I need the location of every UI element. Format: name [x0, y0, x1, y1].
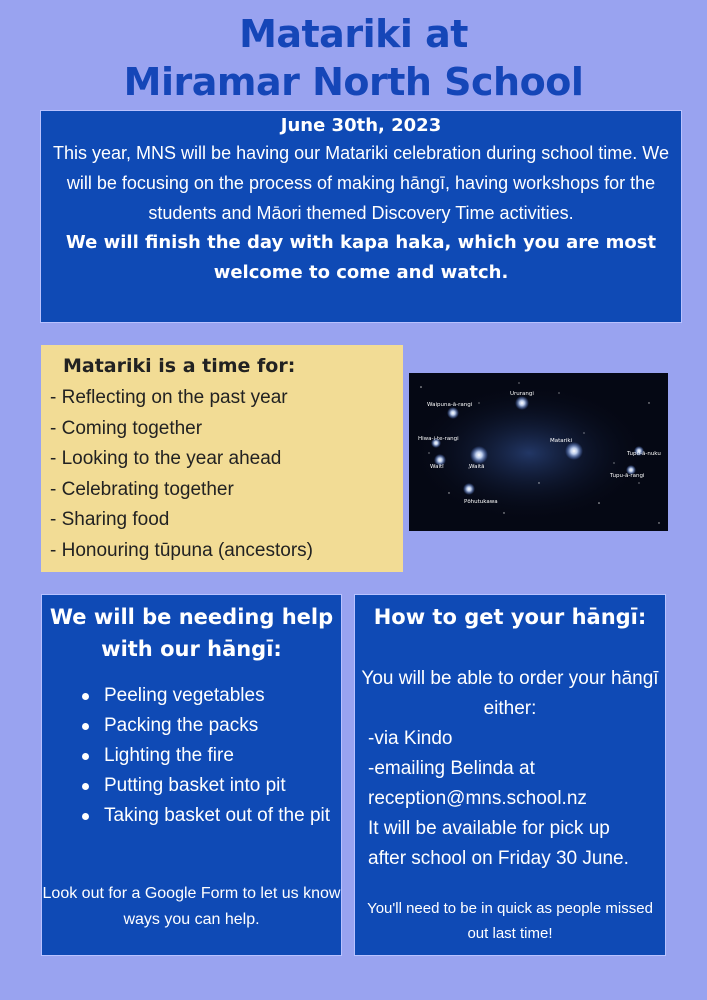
- get-hangi-panel: [354, 594, 666, 956]
- intro-panel: [40, 110, 682, 323]
- list-item: - Sharing food: [50, 509, 170, 530]
- star-label-waita: Waitā: [469, 464, 485, 470]
- list-item: - Coming together: [50, 417, 203, 439]
- order-line: -emailing Belinda at: [368, 758, 535, 779]
- page-title: [0, 10, 707, 106]
- help-footer: Look out for a Google Form to let us know ways you can help.: [42, 885, 341, 928]
- star-label-hiwa-i-te-rangi: Hiwa-i-te-rangi: [418, 436, 459, 442]
- list-item: Lighting the fire: [82, 741, 337, 771]
- intro-finish-text: We will finish the day with kapa haka, which you are most welcome to come and watch.: [65, 232, 657, 283]
- list-item: - Celebrating together: [50, 478, 234, 500]
- email-address: reception@mns.school.nz: [368, 788, 587, 809]
- time-for-list: [50, 383, 313, 566]
- matariki-star-cluster-image: [409, 373, 668, 531]
- help-heading: We will be needing help with our hāngī:: [49, 605, 334, 661]
- list-item: Putting basket into pit: [82, 771, 337, 801]
- list-item: Taking basket out of the pit: [82, 801, 337, 831]
- star-label-waiti: Waitī: [430, 464, 444, 470]
- help-list: [82, 681, 337, 831]
- order-text: You will be able to order your hāngī either:: [361, 668, 659, 719]
- get-hangi-footer: You'll need to be in quick as people missed out last time!: [367, 900, 653, 942]
- list-item: Packing the packs: [82, 711, 337, 741]
- list-item: - Reflecting on the past year: [50, 387, 288, 408]
- list-item: - Honouring tūpuna (ancestors): [50, 539, 313, 561]
- title-line-1: Matariki at: [239, 12, 468, 56]
- intro-text: This year, MNS will be having our Matariki celebration during school time. We will be focusing on the process of making hāngī, having workshops for the students and Māori themed Discovery Time activities.: [53, 143, 669, 223]
- star-label-pohutukawa: Pōhutukawa: [464, 499, 498, 505]
- time-for-heading: Matariki is a time for:: [63, 355, 296, 377]
- help-panel: [41, 594, 342, 956]
- get-hangi-heading: How to get your hāngī:: [373, 605, 647, 629]
- title-line-2: Miramar North School: [123, 60, 584, 104]
- order-line: It will be available for pick up: [368, 818, 610, 839]
- time-for-panel: [41, 345, 403, 572]
- star-label-tupu-a-rangi: Tupu-ā-rangi: [610, 473, 645, 479]
- star-label-matariki: Matariki: [550, 438, 573, 444]
- order-line: after school on Friday 30 June.: [368, 848, 629, 869]
- list-item: - Looking to the year ahead: [50, 448, 282, 469]
- order-details: [368, 724, 629, 874]
- order-line: -via Kindo: [368, 728, 453, 749]
- star-label-ururangi: Ururangi: [510, 391, 534, 397]
- star-cluster-svg: [409, 373, 668, 531]
- star-label-waipuna-a-rangi: Waipuna-ā-rangi: [427, 402, 473, 408]
- list-item: Peeling vegetables: [82, 681, 337, 711]
- event-date: June 30th, 2023: [280, 115, 442, 136]
- star-label-tupu-a-nuku: Tupu-ā-nuku: [627, 451, 661, 457]
